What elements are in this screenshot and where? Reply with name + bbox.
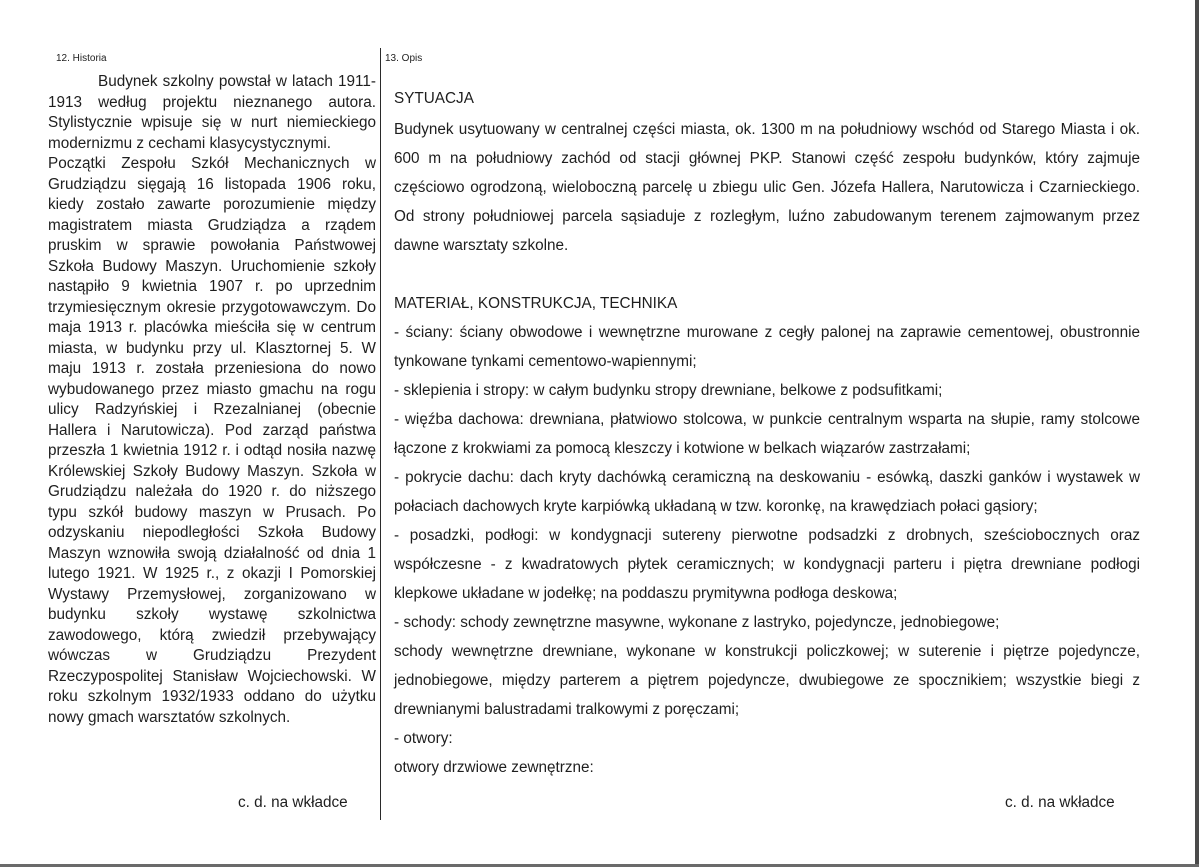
section-13-label: 13. Opis	[385, 53, 423, 64]
material-item-stairs-internal: schody wewnętrzne drewniane, wykonane w konstrukcji policzkowej; w suterenie i piętrze pojedyncze, jednobiegowe, między parterem a piętrem pojedyncze, dwubiegowe ze spocznikiem; wszystkie biegi z drewnianymi balustradami tralkowymi z poręczami;	[394, 643, 1140, 718]
history-column	[48, 72, 376, 728]
material-heading: MATERIAŁ, KONSTRUKCJA, TECHNIKA	[394, 295, 678, 312]
column-divider	[380, 48, 381, 820]
situation-heading: SYTUACJA	[394, 90, 474, 107]
material-item-door-openings: otwory drzwiowe zewnętrzne:	[394, 759, 594, 776]
material-item-floors: - posadzki, podłogi: w kondygnacji sutereny pierwotne podsadzki z drobnych, sześciobocznych oraz współczesne - z kwadratowych płytek ceramicznych; w kondygnacji parteru i piętra drewniane podłogi klepkowe układane w jodełkę; na poddaszu prymitywna podłoga deskowa;	[394, 527, 1140, 602]
material-item-openings: - otwory:	[394, 730, 453, 747]
history-continuation-note: c. d. na wkładce	[238, 794, 348, 811]
situation-text: Budynek usytuowany w centralnej części miasta, ok. 1300 m na południowy wschód od Starego Miasta i ok. 600 m na południowy zachód od stacji głównej PKP. Stanowi część zespołu budynków, który zajmuje częściowo ogrodzoną, wieloboczną parcelę u zbiegu ulic Gen. Józefa Hallera, Narutowicza i Czarnieckiego. Od strony południowej parcela sąsiaduje z rozległym, luźno zabudowanym terenem zajmowanym przez dawne warsztaty szkolne.	[394, 121, 1140, 254]
material-item-walls: - ściany: ściany obwodowe i wewnętrzne murowane z cegły palonej na zaprawie cementowej, obustronnie tynkowane tynkami cementowo-wapiennymi;	[394, 324, 1140, 370]
material-item-stairs-external: - schody: schody zewnętrzne masywne, wykonane z lastryko, pojedyncze, jednobiegowe;	[394, 614, 1000, 631]
material-item-ceilings: - sklepienia i stropy: w całym budynku stropy drewniane, belkowe z podsufitkami;	[394, 382, 943, 399]
history-paragraph-2: Początki Zespołu Szkół Mechanicznych w Grudziądzu sięgają 16 listopada 1906 roku, kiedy zostało zawarte porozumienie między magistratem miasta Grudziądza a rządem pruskim w sprawie powołania Państwowej Szkoła Budowy Maszyn. Uruchomienie szkoły nastąpiło 9 kwietnia 1907 r. po uprzednim trzymiesięcznym okresie przygotowawczym. Do maja 1913 r. placówka mieściła się w centrum miasta, w budynku przy ul. Klasztornej 5. W maju 1913 r. została przeniesiona do nowo wybudowanego przez miasto gmachu na rogu ulicy Radzyńskiej i Rzezalnianej (obecnie Hallera i Narutowicza). Pod zarząd państwa przeszła 1 kwietnia 1912 r. i odtąd nosiła nazwę Królewskiej Szkoły Budowy Maszyn. Szkoła w Grudziądzu należała do 1920 r. do niższego typu szkół budowy maszyn w Prusach. Po odzyskaniu niepodległości Szkoła Budowy Maszyn wznowiła swoją działalność od dnia 1 lutego 1921. W 1925 r., z okazji I Pomorskiej Wystawy Przemysłowej, zorganizowano w budynku szkoły wystawę szkolnictwa zawodowego, którą zwiedził przebywający wówczas w Grudziądzu Prezydent Rzeczypospolitej Stanisław Wojciechowski. W roku szkolnym 1932/1933 oddano do użytku nowy gmach warsztatów szkolnych.	[48, 155, 376, 726]
description-continuation-note: c. d. na wkładce	[1005, 794, 1115, 811]
scan-edge-right	[1195, 0, 1199, 867]
material-item-roofing: - pokrycie dachu: dach kryty dachówką ceramiczną na deskowaniu - esówką, daszki ganków i wystawek w połaciach dachowych kryte karpiówką układaną w tzw. koronkę, na krawędziach połaci gąsiory;	[394, 469, 1140, 515]
description-column	[394, 84, 1140, 782]
section-spacer	[394, 260, 1140, 289]
material-item-roof-truss: - więźba dachowa: drewniana, płatwiowo stolcowa, w punkcie centralnym wsparta na słupie, ramy stolcowe łączone z krokwiami za pomocą kleszczy i kotwione w belkach wiązarów zastrzałami;	[394, 411, 1140, 457]
history-paragraph-1: Budynek szkolny powstał w latach 1911-1913 według projektu nieznanego autora. Stylistycznie wpisuje się w nurt niemieckiego modernizmu z cechami klasycystycznymi.	[48, 73, 376, 152]
section-12-label: 12. Historia	[56, 53, 107, 64]
